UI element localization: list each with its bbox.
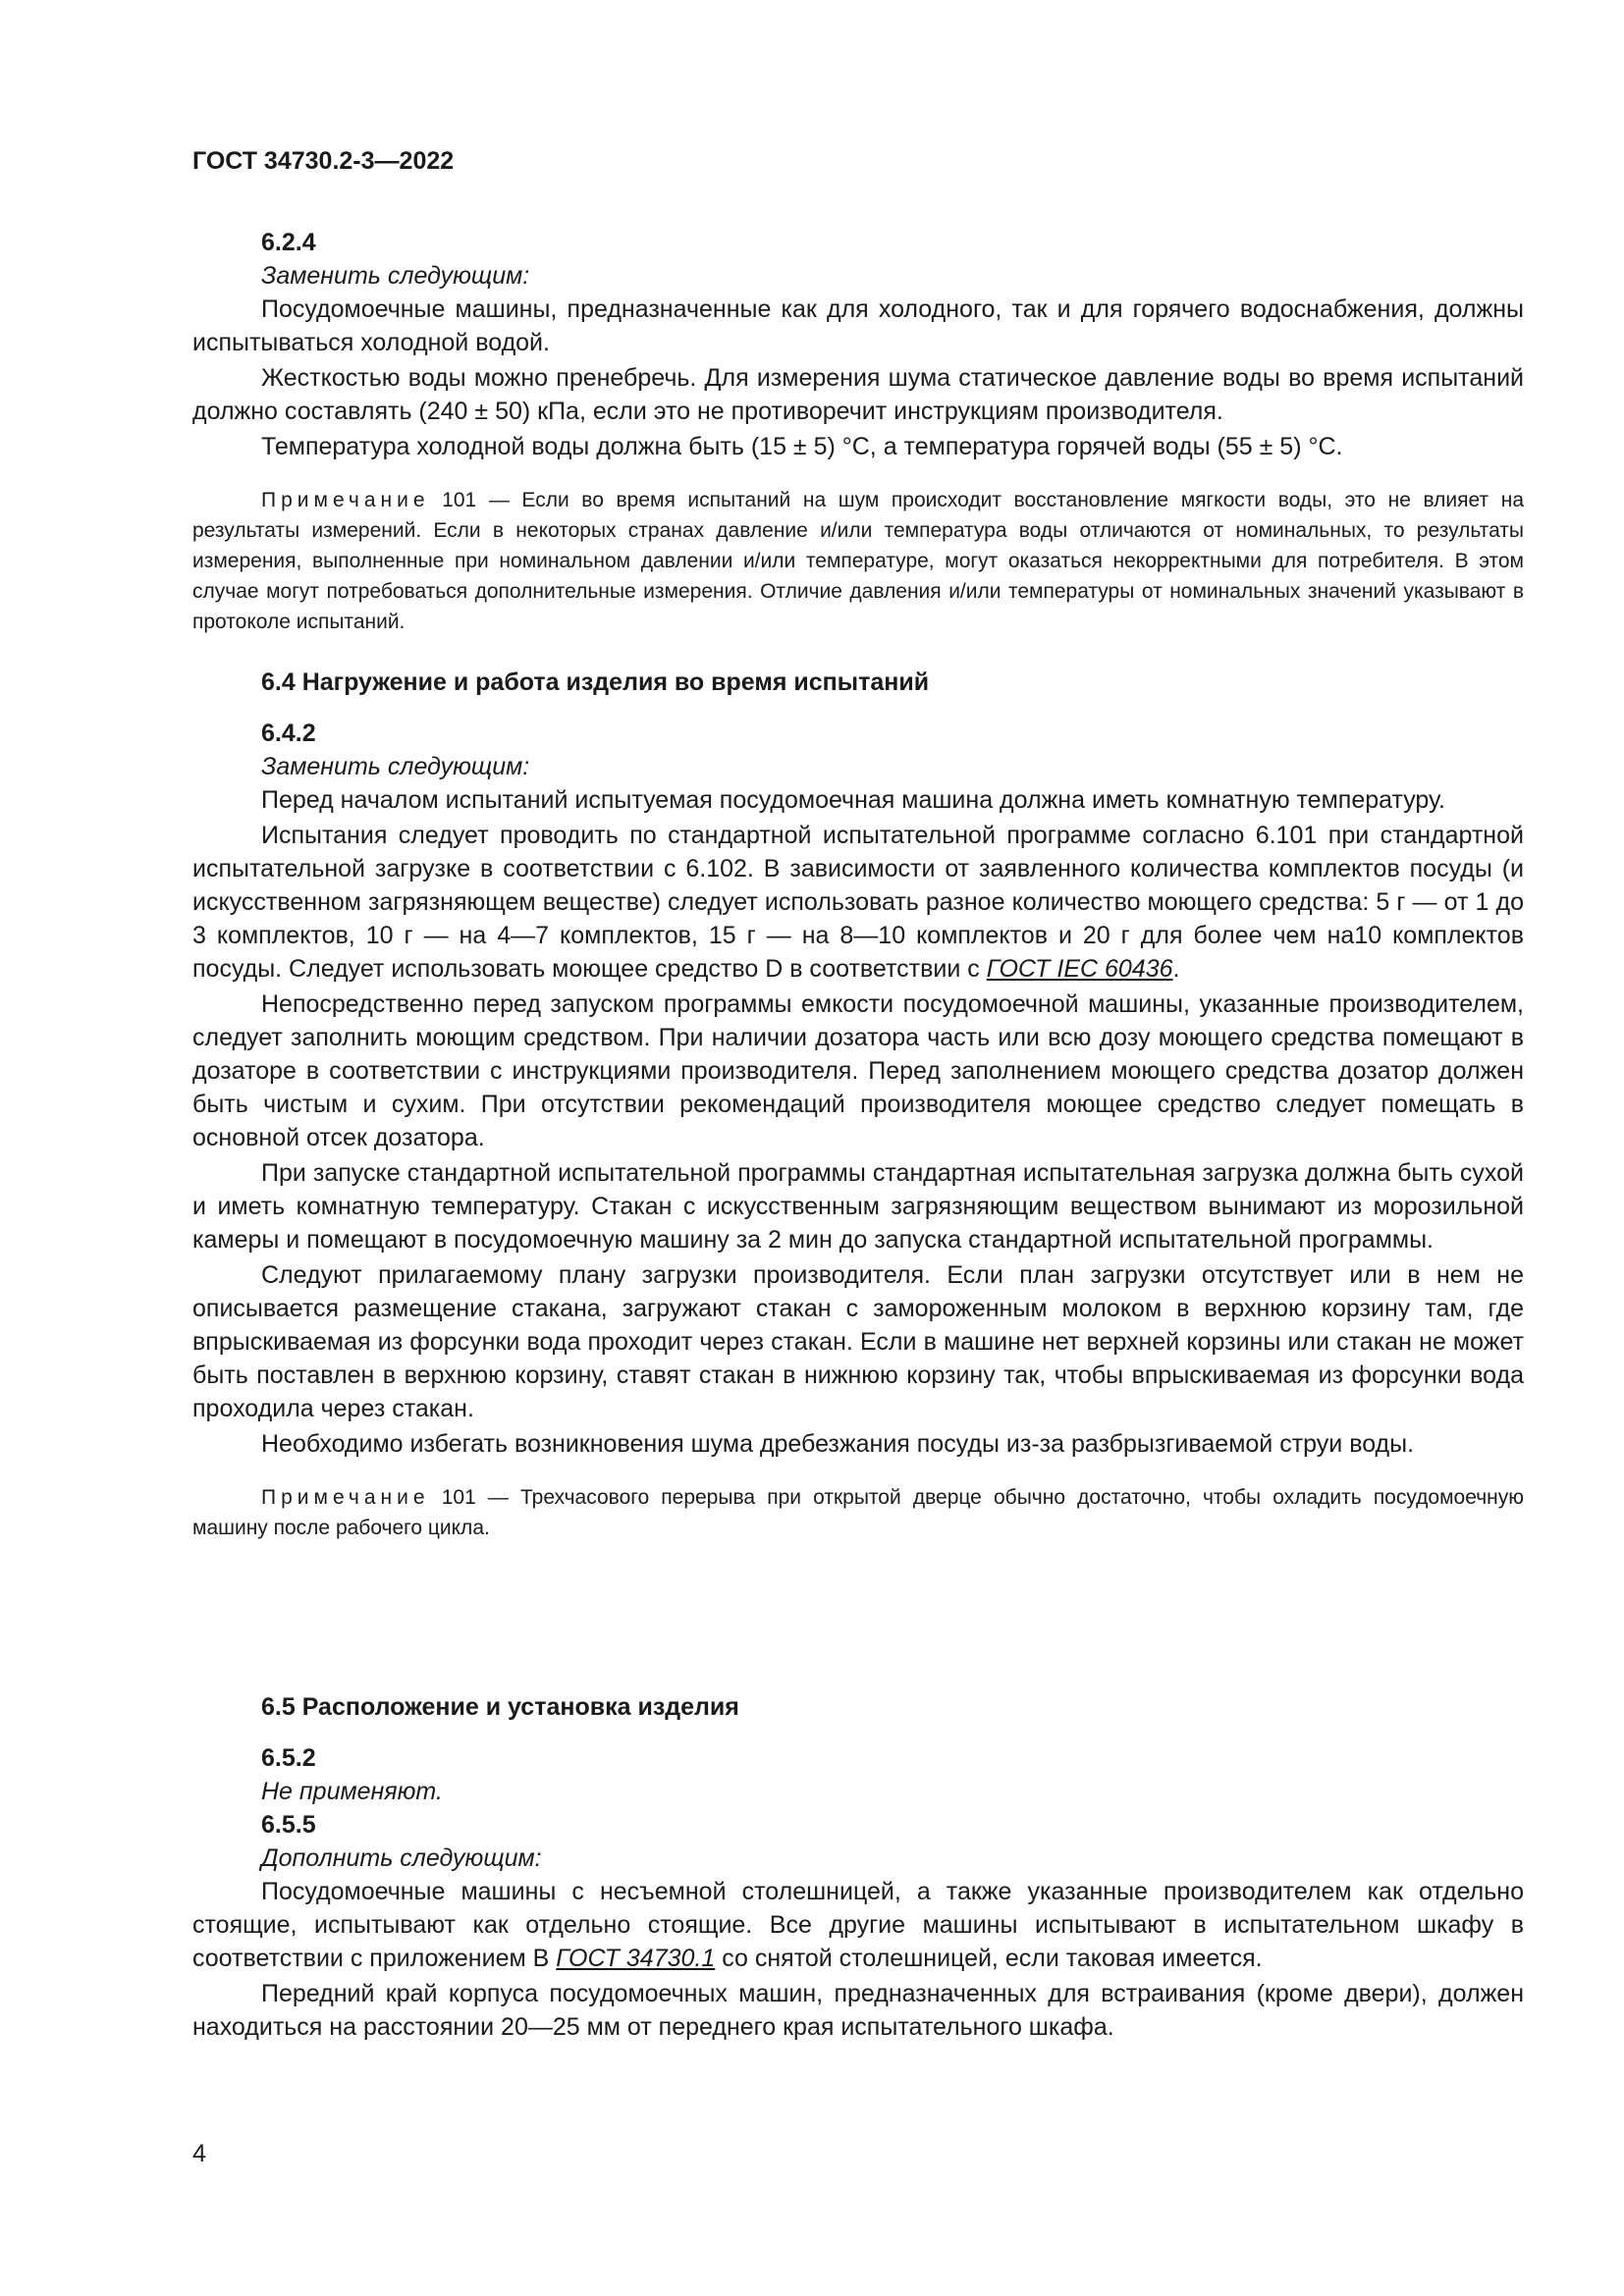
paragraph: Перед началом испытаний испытуемая посудомоечная машина должна иметь комнатную температуру. bbox=[261, 786, 1445, 814]
note-label: Примечание bbox=[261, 489, 430, 511]
paragraph: Температура холодной воды должна быть (15 ± 5) °С, а температура горячей воды (55 ± 5) °С. bbox=[261, 433, 1343, 460]
clause-number: 6.4.2 bbox=[261, 720, 316, 747]
paragraph: Жесткостью воды можно пренебречь. Для измерения шума статическое давление воды во время испытаний должно составлять (240 ± 50) кПа, если это не противоречит инструкциям производителя. bbox=[192, 364, 1524, 425]
paragraph: Необходимо избегать возникновения шума дребезжания посуды из-за разбрызгиваемой струи воды. bbox=[261, 1430, 1415, 1458]
clause-instruction: Дополнить следующим: bbox=[261, 1844, 542, 1872]
section-6-5 bbox=[192, 1690, 1524, 2044]
section-title: 6.5 Расположение и установка изделия bbox=[261, 1693, 739, 1721]
paragraph: Посудомоечные машины, предназначенные как для холодного, так и для горячего водоснабжения, должны испытываться холодной водой. bbox=[192, 295, 1524, 356]
clause-instruction: Заменить следующим: bbox=[261, 753, 530, 780]
section-6-2-4 bbox=[192, 226, 1524, 637]
page-number: 4 bbox=[192, 2140, 206, 2167]
note-label: Примечание bbox=[261, 1486, 430, 1509]
note-text: 101 — Если во время испытаний на шум происходит восстановление мягкости воды, это не влияет на результаты измерений. Если в некоторых странах давление и/или температура воды отличаются от номинальных, то результаты измерения, выполненные при номинальном давлении и/или температуре, могут оказаться некорректными для потребителя. В этом случае могут потребоваться дополнительные измерения. Отличие давления и/или температуры от номинальных значений указывают в протоколе испытаний. bbox=[192, 489, 1524, 633]
paragraph: Следуют прилагаемому плану загрузки производителя. Если план загрузки отсутствует или в нем не описывается размещение стакана, загружают стакан с замороженным молоком в верхнюю корзину там, где впрыскиваемая из форсунки вода проходит через стакан. Если в машине нет верхней корзины или стакан не может быть поставлен в верхнюю корзину, ставят стакан в нижнюю корзину так, чтобы впрыскиваемая из форсунки вода проходила через стакан. bbox=[192, 1261, 1524, 1422]
clause-instruction: Не применяют. bbox=[261, 1778, 443, 1805]
section-6-4 bbox=[192, 666, 1524, 1543]
paragraph: Испытания следует проводить по стандартной испытательной программе согласно 6.101 при стандартной испытательной загрузке в соответствии с 6.102. В зависимости от заявленного количества комплектов посуды (и искусственном загрязняющем веществе) следует использовать разное количество моющего средства: 5 г — от 1 до 3 комплектов, 10 г — на 4—7 комплектов, 15 г — на 8—10 комплектов и 20 г для более чем на10 комплектов посуды. Следует использовать моющее средство D в соответствии с ГОСТ IEC 60436. bbox=[192, 822, 1524, 983]
clause-instruction: Заменить следующим: bbox=[261, 262, 530, 290]
note bbox=[192, 1482, 1524, 1543]
clause-number: 6.5.5 bbox=[261, 1811, 316, 1839]
section-title: 6.4 Нагружение и работа изделия во время испытаний bbox=[261, 668, 930, 696]
standard-reference-link[interactable]: ГОСТ 34730.1 bbox=[556, 1945, 716, 1972]
paragraph: Непосредственно перед запуском программы емкости посудомоечной машины, указанные производителем, следует заполнить моющим средством. При наличии дозатора часть или всю дозу моющего средства помещают в дозаторе в соответствии с инструкциями производителя. Перед заполнением моющего средства дозатор должен быть чистым и сухим. При отсутствии рекомендаций производителя моющее средство следует помещать в основной отсек дозатора. bbox=[192, 990, 1524, 1151]
paragraph: При запуске стандартной испытательной программы стандартная испытательная загрузка должна быть сухой и иметь комнатную температуру. Стакан с искусственным загрязняющим веществом вынимают из морозильной камеры и помещают в посудомоечную машину за 2 мин до запуска стандартной испытательной программы. bbox=[192, 1159, 1524, 1254]
standard-reference-link[interactable]: ГОСТ IEC 60436 bbox=[986, 955, 1173, 983]
note bbox=[192, 485, 1524, 637]
paragraph: Передний край корпуса посудомоечных машин, предназначенных для встраивания (кроме двери), должен находиться на расстоянии 20—25 мм от переднего края испытательного шкафа. bbox=[192, 1980, 1524, 2041]
clause-number: 6.5.2 bbox=[261, 1744, 316, 1772]
note-text: 101 — Трехчасового перерыва при открытой дверце обычно достаточно, чтобы охладить посудомоечную машину после рабочего цикла. bbox=[192, 1486, 1524, 1539]
document-code-header: ГОСТ 34730.2-3—2022 bbox=[192, 147, 455, 175]
clause-number: 6.2.4 bbox=[261, 229, 316, 256]
paragraph: Посудомоечные машины с несъемной столешницей, а также указанные производителем как отдельно стоящие, испытывают как отдельно стоящие. Все другие машины испытывают в испытательном шкафу в соответствии с приложением В ГОСТ 34730.1 со снятой столешницей, если таковая имеется. bbox=[192, 1878, 1524, 1972]
